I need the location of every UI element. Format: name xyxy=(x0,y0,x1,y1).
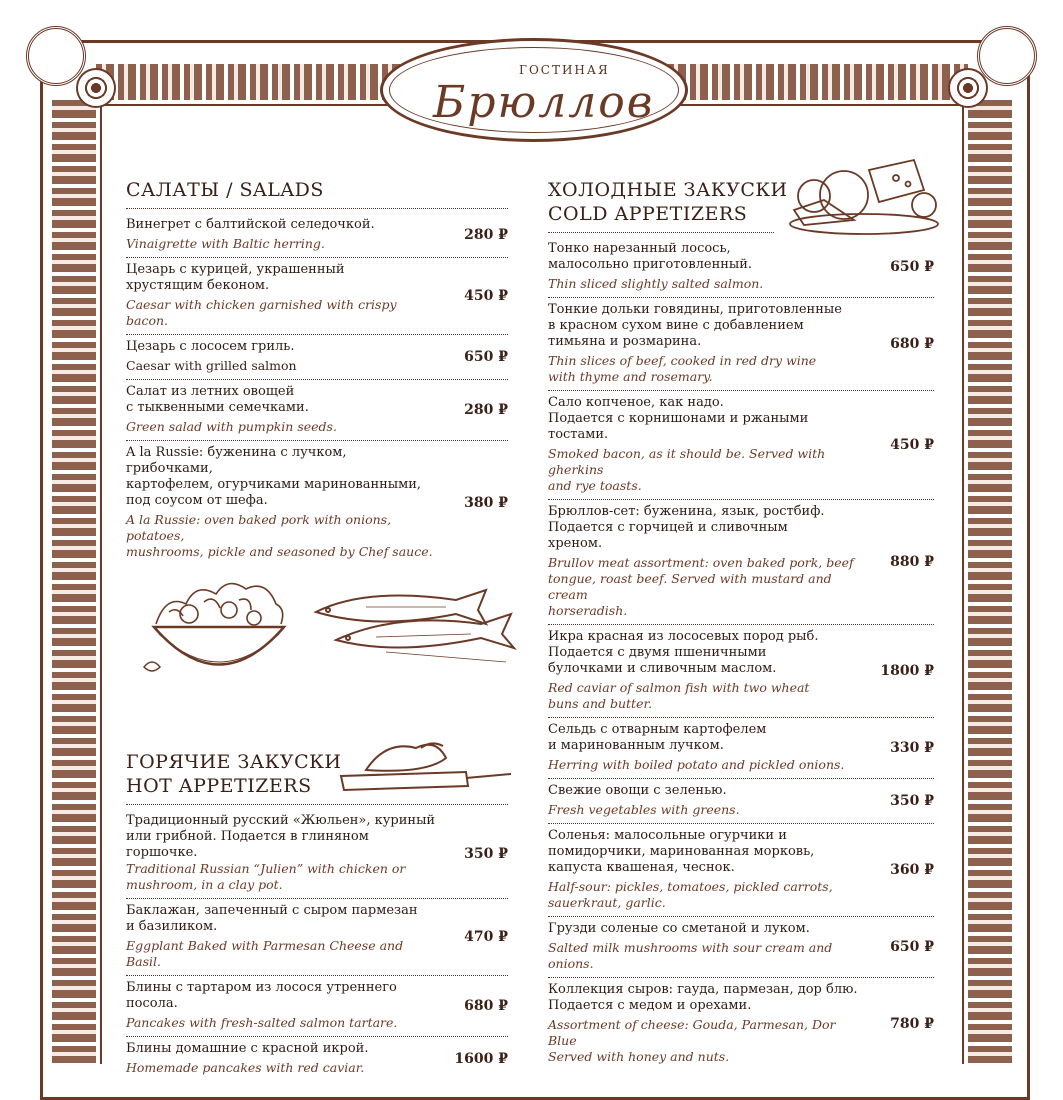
item-name-en: Thin slices of beef, cooked in red dry wine with thyme and rosemary. xyxy=(548,353,817,384)
item-name-en: Smoked bacon, as it should be. Served with gherkins and rye toasts. xyxy=(548,446,826,493)
menu-item xyxy=(548,500,934,625)
item-name-ru: Баклажан, запеченный с сыром пармезан и базиликом. xyxy=(126,903,418,934)
menu-item xyxy=(548,978,934,1070)
item-name-ru: Тонкие дольки говядины, приготовленные в красном сухом вине с добавлением тимьяна и розмарина. xyxy=(548,302,842,349)
section-title: САЛАТЫ / SALADS xyxy=(126,179,324,201)
item-name-en: Green salad with pumpkin seeds. xyxy=(126,419,337,434)
item-price: 350 ₽ xyxy=(890,793,934,809)
item-name-en: Homemade pancakes with red caviar. xyxy=(126,1060,365,1075)
fish-illustration xyxy=(306,582,526,672)
rosette-icon xyxy=(76,68,116,108)
item-name-ru: Традиционный русский «Жюльен», куриный или грибной. Подается в глиняном горшочке. xyxy=(126,813,436,860)
item-name-en: Fresh vegetables with greens. xyxy=(548,802,740,817)
salad-bowl-illustration xyxy=(134,572,304,692)
corner-ornament-icon xyxy=(26,26,86,86)
item-name-ru: Тонко нарезанный лосось, малосольно приготовленный. xyxy=(548,241,753,272)
menu-item xyxy=(126,335,508,380)
logo-title: Брюллов xyxy=(433,77,655,128)
item-price: 650 ₽ xyxy=(890,259,934,275)
ornament-band-left xyxy=(52,100,96,1063)
menu-item xyxy=(548,237,934,298)
menu-item xyxy=(548,298,934,391)
hot-appetizers-section xyxy=(126,750,508,1081)
item-name-en: Brullov meat assortment: oven baked pork, beef tongue, roast beef. Served with mustard and cream horseradish. xyxy=(548,555,854,618)
section-title-en: COLD APPETIZERS xyxy=(548,203,748,225)
item-name-en: Eggplant Baked with Parmesan Cheese and Basil. xyxy=(126,938,404,969)
corner-ornament-icon xyxy=(977,26,1037,86)
menu-list xyxy=(548,237,934,1070)
item-price: 450 ₽ xyxy=(890,437,934,453)
salads-section xyxy=(126,178,508,565)
item-name-ru: Винегрет с балтийской селедочкой. xyxy=(126,217,375,232)
menu-item xyxy=(126,258,508,335)
ornament-band-right xyxy=(968,100,1012,1063)
item-name-ru: Коллекция сыров: гауда, пармезан, дор блю. Подается с медом и орехами. xyxy=(548,982,858,1013)
section-title-en: HOT APPETIZERS xyxy=(126,775,312,797)
item-name-ru: Грузди соленые со сметаной и луком. xyxy=(548,921,810,936)
item-price: 360 ₽ xyxy=(890,862,934,878)
item-name-en: Caesar with grilled salmon xyxy=(126,358,297,373)
item-name-ru: Салат из летних овощей с тыквенными семечками. xyxy=(126,384,309,415)
logo-subtitle: ГОСТИНАЯ xyxy=(519,63,610,77)
rosette-icon xyxy=(948,68,988,108)
item-name-en: Thin sliced slightly salted salmon. xyxy=(548,276,764,291)
item-price: 330 ₽ xyxy=(890,740,934,756)
item-name-en: Vinaigrette with Baltic herring. xyxy=(126,236,325,251)
item-name-ru: Цезарь с курицей, украшенный хрустящим беконом. xyxy=(126,262,345,293)
menu-item xyxy=(126,441,508,565)
item-name-en: Red caviar of salmon fish with two wheat buns and butter. xyxy=(548,680,810,711)
section-title-ru: ГОРЯЧИЕ ЗАКУСКИ xyxy=(126,751,342,773)
item-name-ru: A la Russie: буженина с лучком, грибочками, картофелем, огурчиками маринованными, под соусом от шефа. xyxy=(126,445,422,508)
menu-list xyxy=(126,809,508,1081)
item-price: 450 ₽ xyxy=(464,288,508,304)
menu-item xyxy=(126,213,508,258)
item-price: 650 ₽ xyxy=(890,939,934,955)
section-title-ru: ХОЛОДНЫЕ ЗАКУСКИ xyxy=(548,179,788,201)
item-name-ru: Брюллов-сет: буженина, язык, ростбиф. Подается с горчицей и сливочным хреном. xyxy=(548,504,825,551)
item-price: 680 ₽ xyxy=(464,998,508,1014)
item-name-ru: Свежие овощи с зеленью. xyxy=(548,783,727,798)
item-price: 280 ₽ xyxy=(464,402,508,418)
item-name-en: Traditional Russian “Julien” with chicken or mushroom, in a clay pot. xyxy=(126,861,406,892)
item-name-en: Assortment of cheese: Gouda, Parmesan, Dor Blue Served with honey and nuts. xyxy=(548,1017,836,1064)
item-price: 350 ₽ xyxy=(464,845,508,862)
item-price: 1600 ₽ xyxy=(454,1051,508,1067)
menu-item xyxy=(548,718,934,779)
item-name-en: A la Russie: oven baked pork with onions, potatoes, mushrooms, pickle and seasoned by Chef sauce. xyxy=(126,512,433,559)
item-name-ru: Цезарь с лососем гриль. xyxy=(126,339,295,354)
menu-item xyxy=(126,380,508,441)
menu-item xyxy=(126,976,508,1037)
item-price: 280 ₽ xyxy=(464,227,508,243)
item-name-ru: Блины домашние с красной икрой. xyxy=(126,1041,369,1056)
item-price: 780 ₽ xyxy=(890,1016,934,1032)
item-name-en: Half-sour: pickles, tomatoes, pickled carrots, sauerkraut, garlic. xyxy=(548,879,833,910)
item-name-ru: Икра красная из лососевых пород рыб. Подается с двумя пшеничными булочками и сливочным маслом. xyxy=(548,629,819,676)
menu-item xyxy=(548,779,934,824)
menu-item xyxy=(126,809,508,899)
menu-item xyxy=(126,1037,508,1081)
item-price: 680 ₽ xyxy=(890,336,934,352)
item-price: 380 ₽ xyxy=(464,495,508,511)
item-price: 650 ₽ xyxy=(464,349,508,365)
menu-list xyxy=(126,213,508,565)
item-name-ru: Соленья: малосольные огурчики и помидорчики, маринованная морковь, капуста квашеная, чеснок. xyxy=(548,828,815,875)
menu-item xyxy=(548,625,934,718)
cold-appetizers-section xyxy=(548,178,934,1070)
item-price: 1800 ₽ xyxy=(880,663,934,679)
item-name-ru: Сало копченое, как надо. Подается с корнишонами и ржаными тостами. xyxy=(548,395,809,442)
item-name-ru: Сельдь с отварным картофелем и маринованным лучком. xyxy=(548,722,767,753)
item-price: 880 ₽ xyxy=(890,554,934,570)
menu-item xyxy=(548,917,934,978)
menu-item xyxy=(126,899,508,976)
item-name-en: Herring with boiled potato and pickled onions. xyxy=(548,757,845,772)
divider xyxy=(126,208,508,209)
item-name-en: Caesar with chicken garnished with crispy bacon. xyxy=(126,297,397,328)
divider xyxy=(548,232,774,233)
divider xyxy=(126,804,508,805)
menu-item xyxy=(548,824,934,917)
menu-item xyxy=(548,391,934,500)
item-name-en: Salted milk mushrooms with sour cream and onions. xyxy=(548,940,833,971)
item-name-en: Pancakes with fresh-salted salmon tartare. xyxy=(126,1015,398,1030)
item-price: 470 ₽ xyxy=(464,929,508,945)
item-name-ru: Блины с тартаром из лосося утреннего посола. xyxy=(126,980,397,1011)
restaurant-logo xyxy=(380,38,688,142)
